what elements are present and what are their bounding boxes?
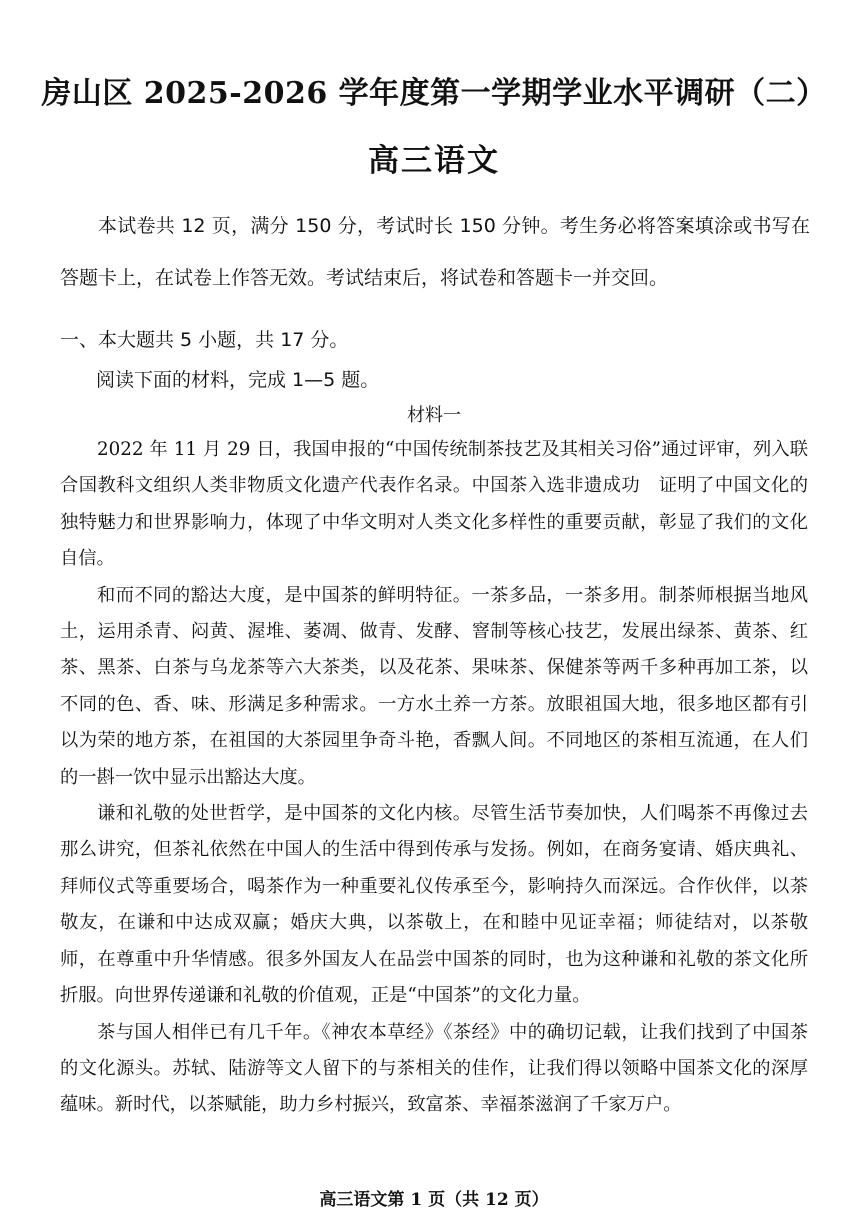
section-instruction: 阅读下面的材料，完成 1—5 题。 — [96, 369, 380, 391]
paragraph-2: 和而不同的豁达大度，是中国茶的鲜明特征。一茶多品，一茶多用。制茶师根据当地风土，运用杀青、闷黄、渥堆、萎凋、做青、发酵、窨制等核心技艺，发展出绿茶、黄茶、红茶、黑茶、白茶与乌龙茶等六大茶类，以及花茶、果味茶、保健茶等两千多种再加工茶，以不同的色、香、味、形满足多种需求。一方水土养一方茶。放眼祖国大地，很多地区都有引以为荣的地方茶，在祖国的大茶园里争奇斗艳，香飘人间。不同地区的茶相互流通，在人们的一斟一饮中显示出豁达大度。 — [60, 584, 808, 788]
material-body — [60, 432, 808, 1124]
material-title: 材料一 — [407, 405, 461, 426]
exam-title: 房山区 2025-2026 学年度第一学期学业水平调研（二） — [41, 76, 827, 111]
page-footer: 高三语文第 1 页（共 12 页） — [319, 1190, 549, 1210]
paragraph-4: 茶与国人相伴已有几千年。《神农本草经》《茶经》中的确切记载，让我们找到了中国茶的文化源头。苏轼、陆游等文人留下的与茶相关的佳作，让我们得以领略中国茶文化的深厚蕴味。新时代，以茶赋能，助力乡村振兴，致富茶、幸福茶滋润了千家万户。 — [60, 1021, 808, 1116]
exam-notice: 本试卷共 12 页，满分 150 分，考试时长 150 分钟。考生务必将答案填涂或书写在答题卡上，在试卷上作答无效。考试结束后，将试卷和答题卡一并交回。 — [60, 215, 810, 289]
paragraph-1: 2022 年 11 月 29 日，我国申报的“中国传统制茶技艺及其相关习俗”通过评审，列入联合国教科文组织人类非物质文化遗产代表作名录。中国茶入选非遗成功 证明了中国文化的独特魅力和世界影响力，体现了中华文明对人类文化多样性的重要贡献，彰显了我们的文化自信。 — [60, 439, 808, 570]
subject-title: 高三语文 — [368, 143, 500, 179]
paragraph-3: 谦和礼敬的处世哲学，是中国茶的文化内核。尽管生活节奏加快，人们喝茶不再像过去那么讲究，但茶礼依然在中国人的生活中得到传承与发扬。例如，在商务宴请、婚庆典礼、拜师仪式等重要场合，喝茶作为一种重要礼仪传承至今，影响持久而深远。合作伙伴，以茶敬友，在谦和中达成双赢；婚庆大典，以茶敬上，在和睦中见证幸福；师徒结对，以茶敬师，在尊重中升华情感。很多外国友人在品尝中国茶的同时，也为这种谦和礼敬的茶文化所折服。向世界传递谦和礼敬的价值观，正是“中国茶”的文化力量。 — [60, 803, 808, 1007]
section-heading: 一、本大题共 5 小题，共 17 分。 — [60, 329, 349, 351]
